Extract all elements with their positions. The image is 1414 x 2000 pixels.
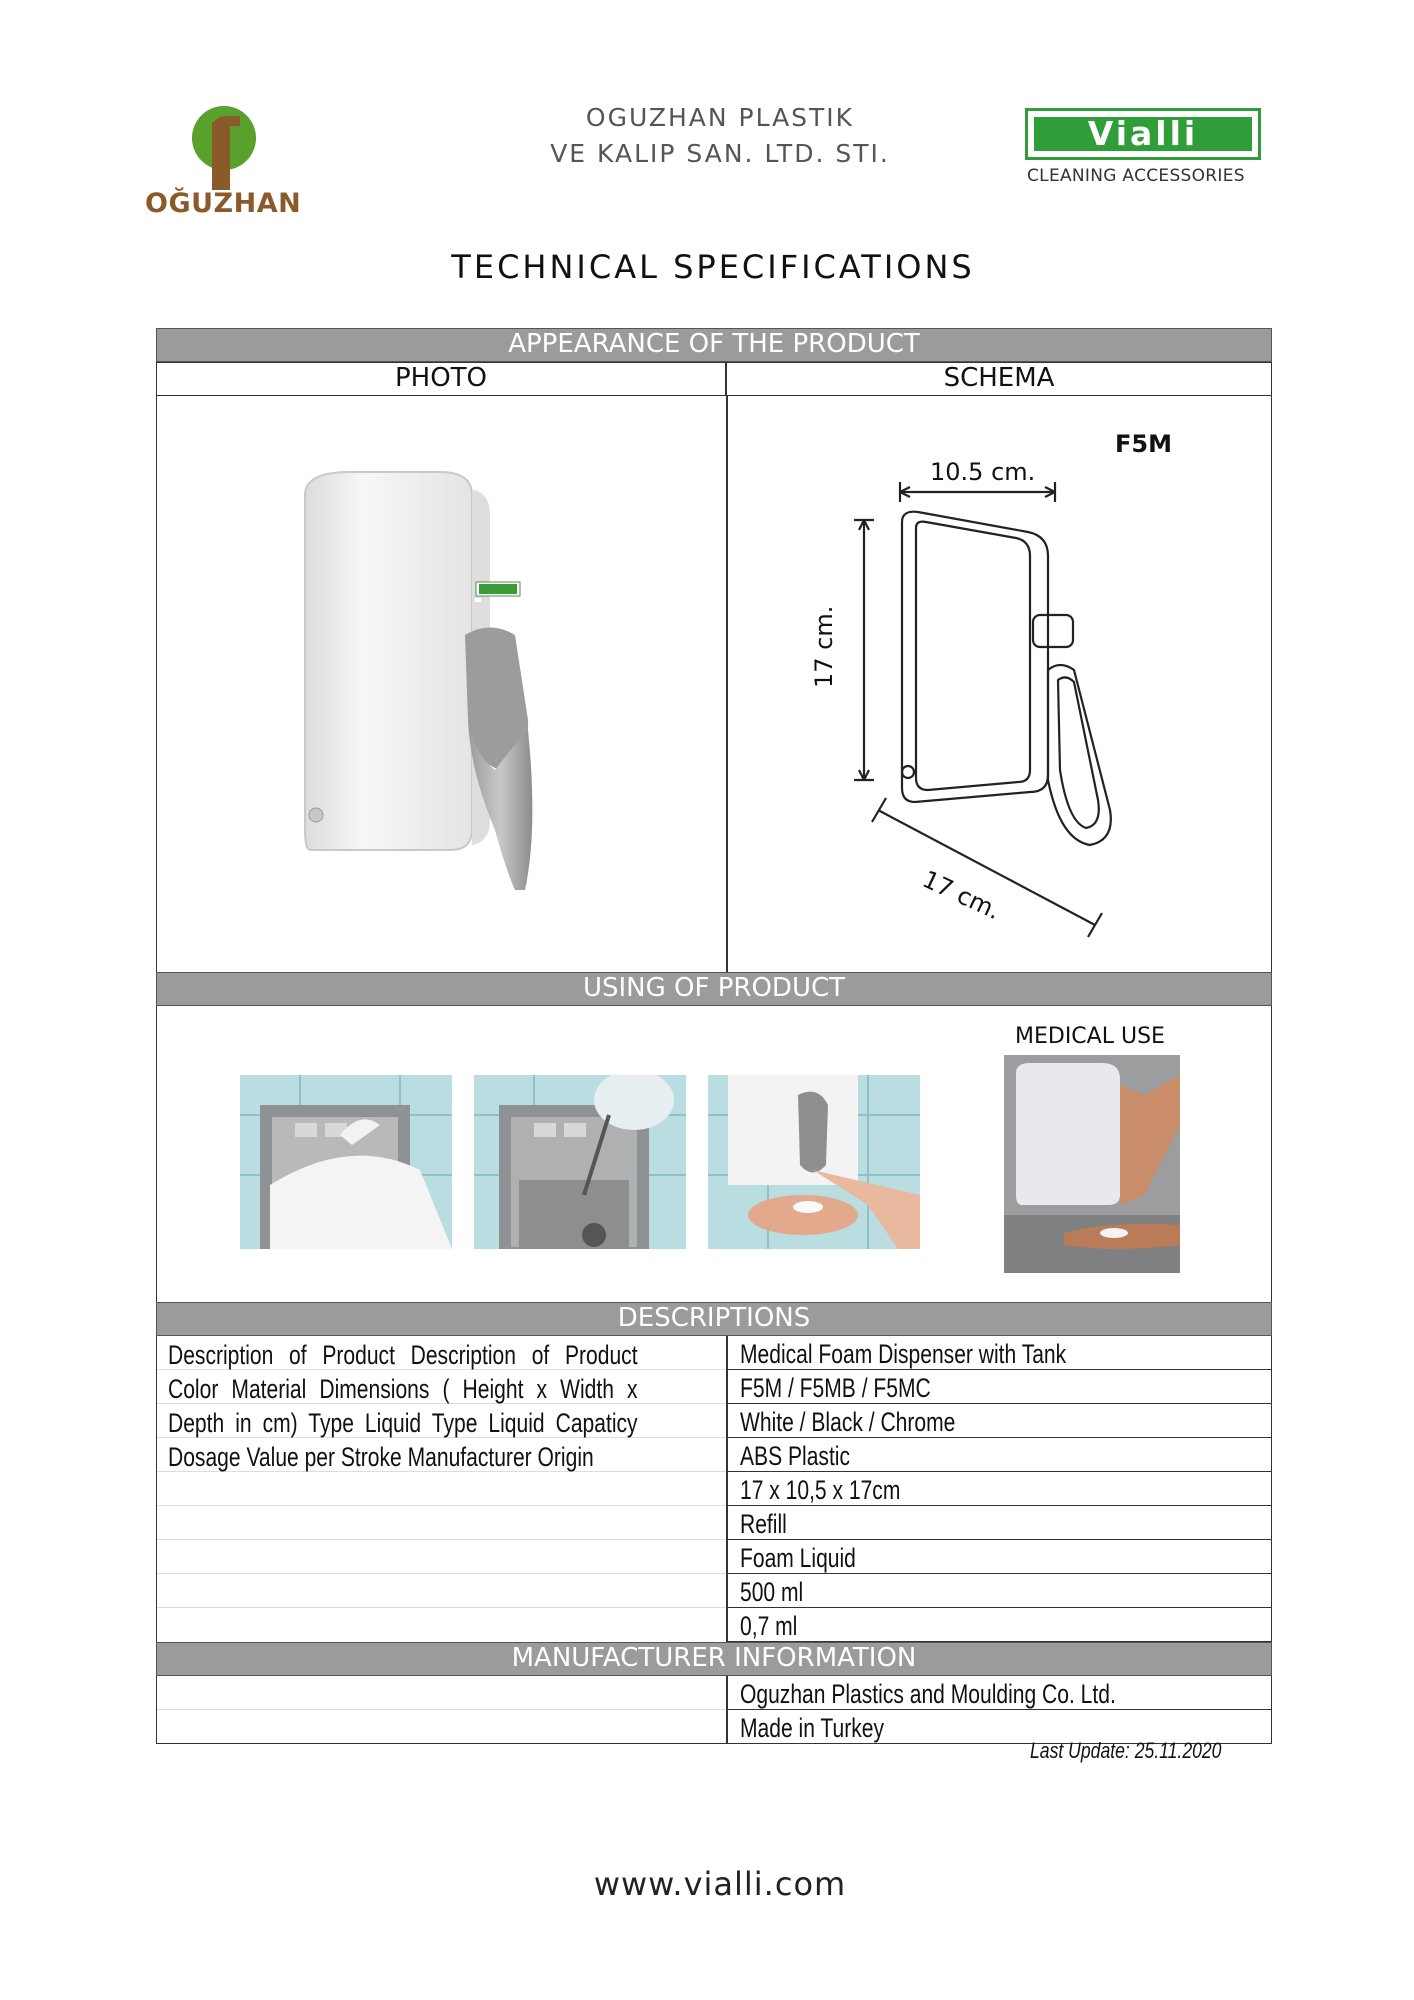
vialli-logo-subtitle: CLEANING ACCESSORIES <box>1027 166 1245 186</box>
desc-left-row <box>157 1506 726 1540</box>
medical-use-label: MEDICAL USE <box>1015 1024 1165 1049</box>
using-heading: USING OF PRODUCT <box>156 972 1272 1006</box>
vialli-logo-text: Vialli <box>1034 117 1252 151</box>
dispenser-photo-icon <box>290 470 590 900</box>
usage-photo-1-icon <box>240 1075 452 1249</box>
company-line-2: VE KALIP SAN. LTD. STI. <box>550 139 890 168</box>
appearance-heading: APPEARANCE OF THE PRODUCT <box>156 328 1272 362</box>
descriptions-heading: DESCRIPTIONS <box>156 1302 1272 1336</box>
product-schema <box>730 420 1270 960</box>
manufacturer-heading: MANUFACTURER INFORMATION <box>156 1642 1272 1676</box>
oguzhan-logo <box>140 100 310 220</box>
oguzhan-logo-icon <box>140 100 310 190</box>
schema-width-label: 10.5 cm. <box>930 458 1036 486</box>
desc-value-row <box>727 1506 1272 1540</box>
schema-height-label: 17 cm. <box>810 605 838 688</box>
value-model: F5M / F5MB / F5MC <box>740 1373 931 1403</box>
value-origin: Made in Turkey <box>740 1713 884 1743</box>
value-capacity: 500 ml <box>740 1577 804 1607</box>
usage-photo-1 <box>240 1075 452 1249</box>
product-photo <box>290 470 590 900</box>
desc-left-row <box>157 1472 726 1506</box>
usage-photo-3 <box>708 1075 920 1249</box>
company-name <box>450 100 990 172</box>
value-liquid-type: Foam Liquid <box>740 1543 856 1573</box>
value-dimensions: 17 x 10,5 x 17cm <box>740 1475 901 1505</box>
desc-left-row <box>157 1540 726 1574</box>
schema-depth-label: 17 cm. <box>918 865 1005 926</box>
value-manufacturer: Oguzhan Plastics and Moulding Co. Ltd. <box>740 1679 1116 1709</box>
mfr-left-row <box>157 1676 726 1710</box>
vialli-logo-box <box>1025 108 1261 160</box>
desc-value-row <box>727 1574 1272 1608</box>
page-title: TECHNICAL SPECIFICATIONS <box>451 248 975 286</box>
schema-model-label: F5M <box>1115 430 1172 458</box>
desc-left-row <box>157 1574 726 1608</box>
last-update: Last Update: 25.11.2020 <box>1030 1738 1222 1763</box>
medical-use-photo-icon <box>1004 1055 1180 1273</box>
value-dosage: 0,7 ml <box>740 1611 798 1641</box>
desc-value-row <box>727 1608 1272 1642</box>
usage-photo-2-icon <box>474 1075 686 1249</box>
schema-drawing-icon <box>730 420 1270 960</box>
value-color: White / Black / Chrome <box>740 1407 956 1437</box>
usage-photo-3-icon <box>708 1075 920 1249</box>
medical-use-photo <box>1004 1055 1180 1273</box>
photo-label: PHOTO <box>156 362 726 396</box>
company-line-1: OGUZHAN PLASTIK <box>585 103 855 132</box>
value-description: Medical Foam Dispenser with Tank <box>740 1339 1067 1369</box>
website-url: www.vialli.com <box>593 1865 847 1903</box>
oguzhan-logo-text: OĞUZHAN <box>145 188 302 219</box>
usage-photo-2 <box>474 1075 686 1249</box>
schema-label: SCHEMA <box>726 362 1272 396</box>
value-material: ABS Plastic <box>740 1441 851 1471</box>
vialli-logo <box>1025 108 1265 188</box>
appearance-divider <box>726 396 728 972</box>
value-type: Refill <box>740 1509 787 1539</box>
description-labels: Description of Product Description of Product Color Material Dimensions ( Height x Width x Depth in cm) Type Liquid Type Liquid Capaticy Dosage Value per Stroke Manufacturer Origin <box>168 1340 638 1472</box>
